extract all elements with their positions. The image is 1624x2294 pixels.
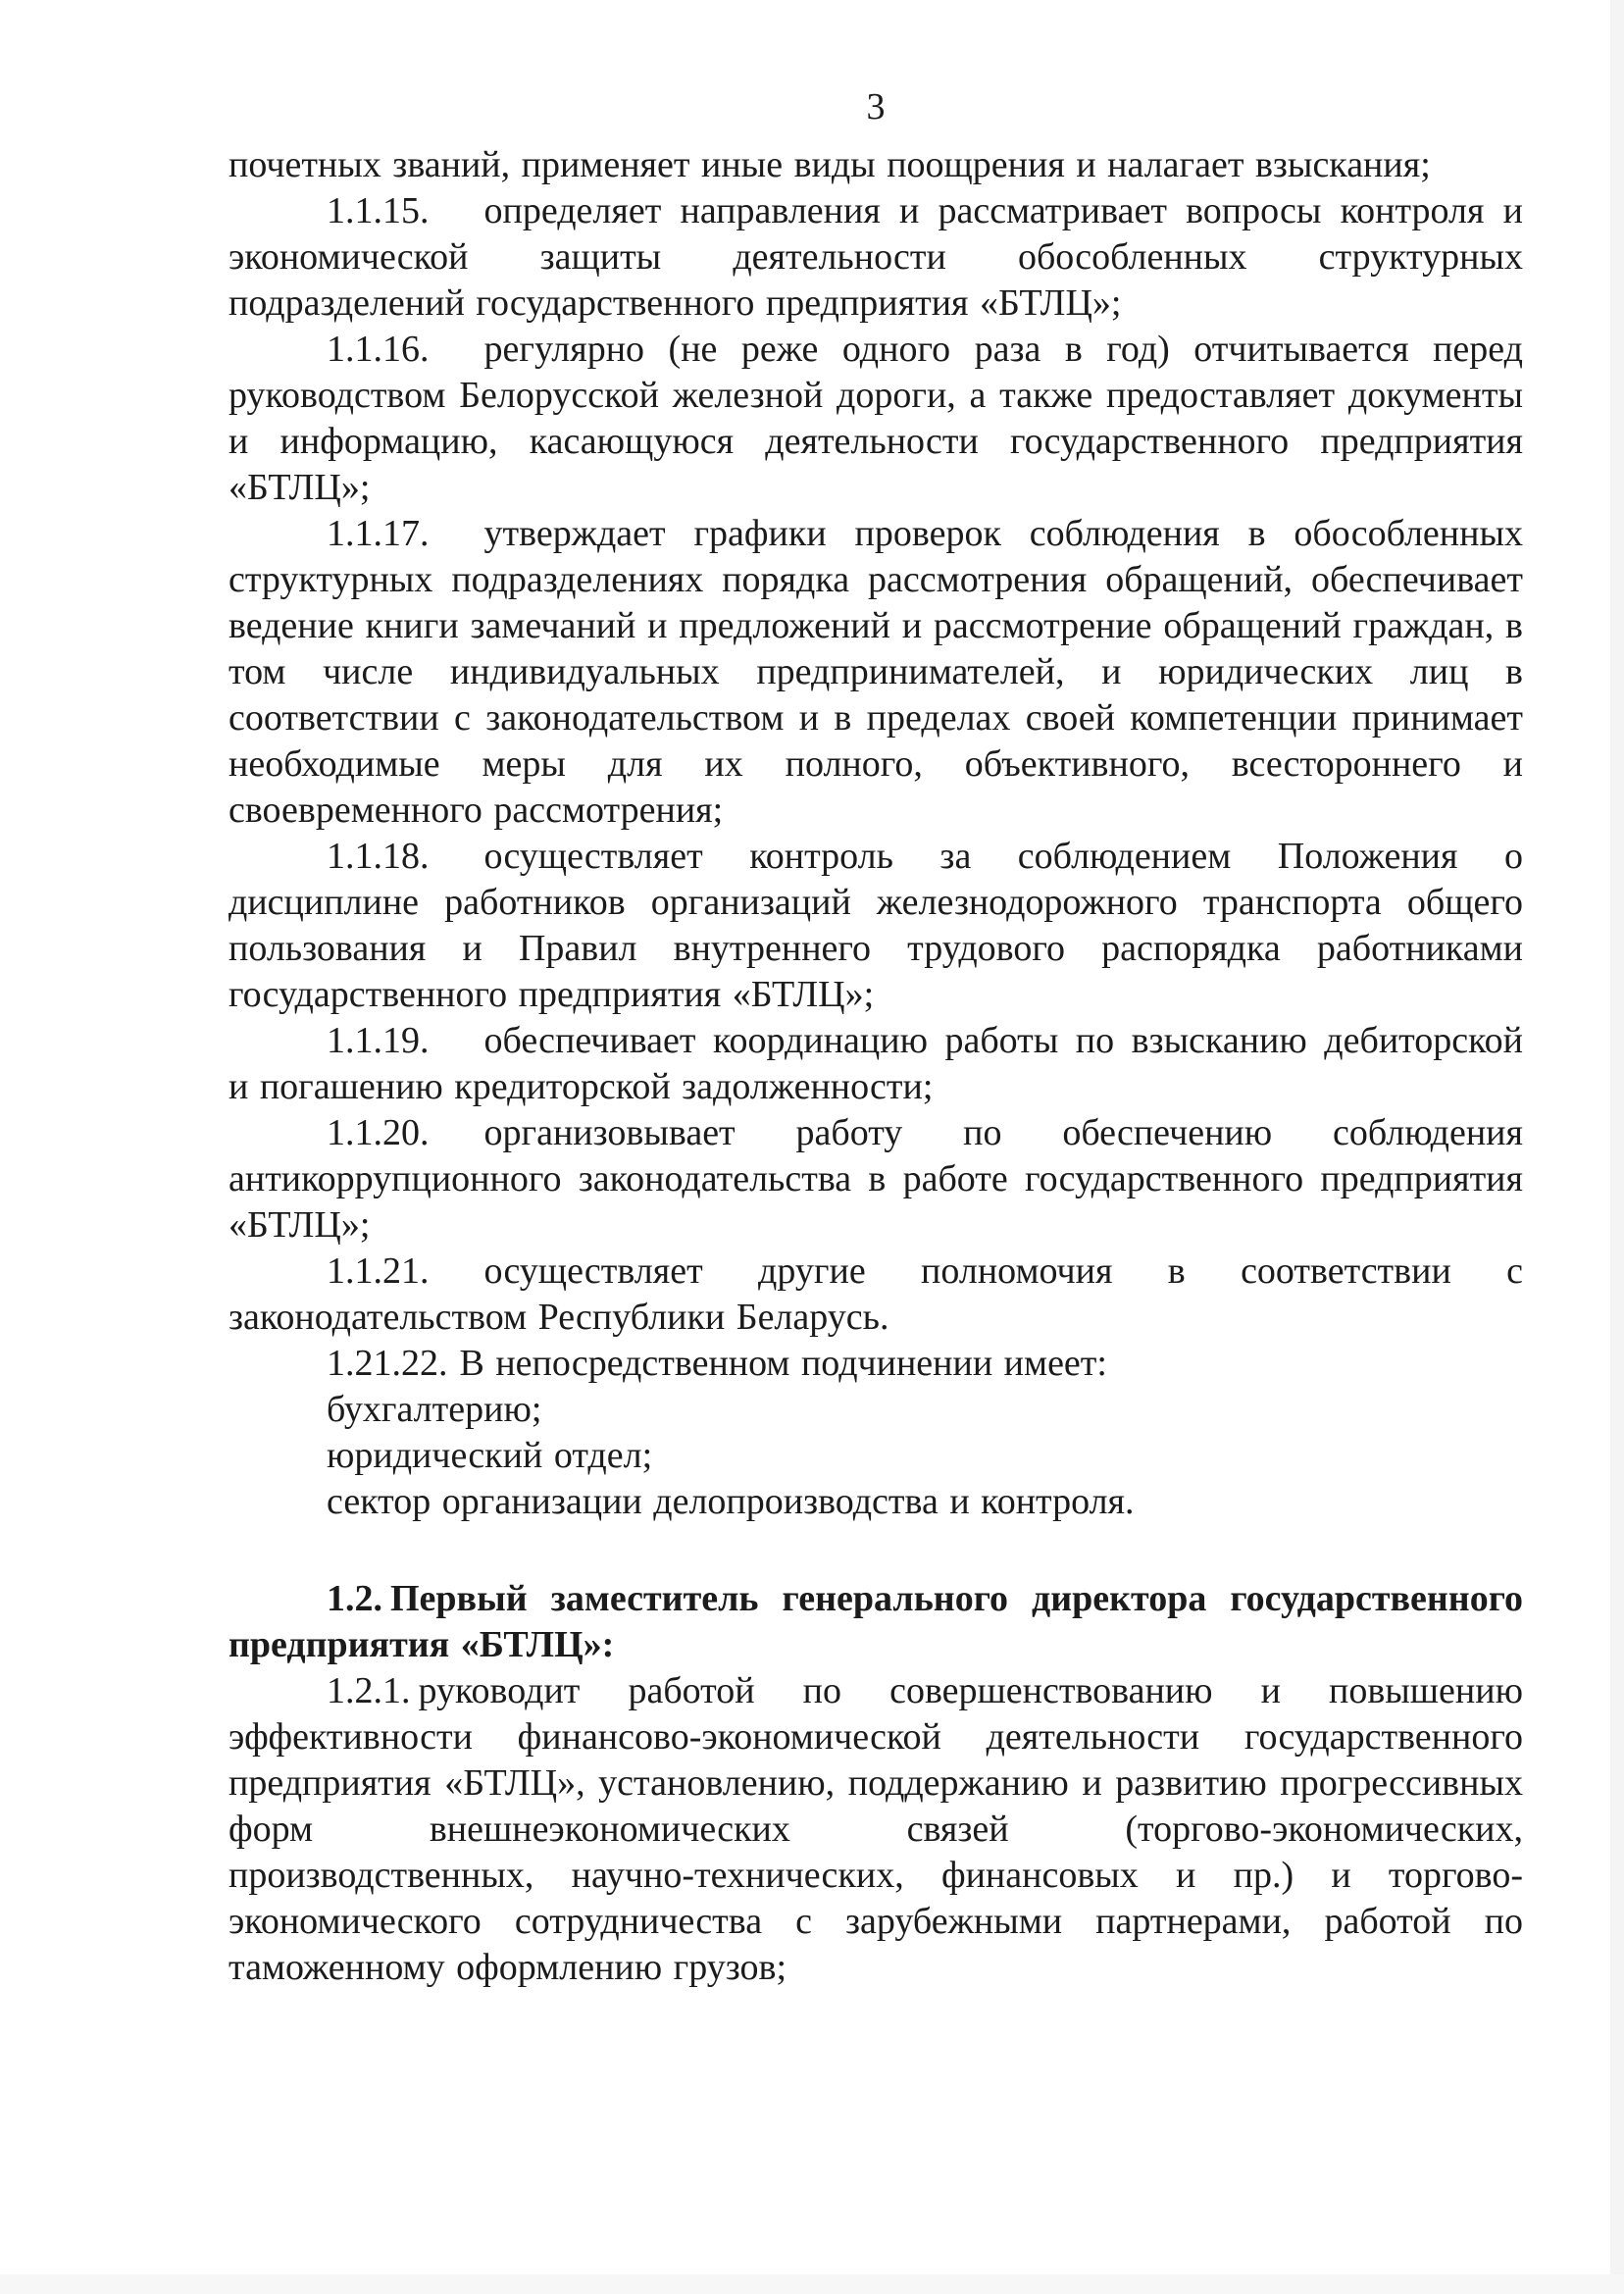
clause-number: 1.1.18. [327, 836, 430, 877]
clause-text: организовывает работу по обеспечению соблюдения антикоррупционного законодательства в работе государственного предприятия «БТЛЦ»; [228, 1112, 1523, 1246]
clause-number: 1.1.20. [327, 1112, 430, 1153]
clause-1-21-22 [228, 1341, 1523, 1387]
clause-text: почетных званий, применяет иные виды поощрения и налагает взыскания; [228, 144, 1431, 185]
scan-edge-bottom [0, 2274, 1624, 2294]
text-block [228, 84, 1523, 1991]
clause-1-1-19 [228, 1018, 1523, 1110]
scan-edge-right [1610, 0, 1624, 2294]
subordination-item-legal [228, 1433, 1523, 1479]
clause-number: 1.1.21. [327, 1250, 430, 1292]
clause-text: регулярно (не реже одного раза в год) отчитывается перед руководством Белорусской железной дороги, а также предоставляет документы и информацию, касающуюся деятельности государственного предприятия «БТЛЦ»; [228, 329, 1523, 508]
paragraph-continuation [228, 142, 1523, 188]
section-heading-1-2 [228, 1576, 1523, 1668]
clause-1-1-15 [228, 188, 1523, 327]
section-title-text: Первый заместитель генерального директора государственного предприятия «БТЛЦ»: [228, 1578, 1523, 1665]
subordination-item-records [228, 1479, 1523, 1525]
clause-1-2-1 [228, 1668, 1523, 1991]
clause-number: 1.1.17. [327, 513, 430, 554]
list-item-text: юридический отдел; [327, 1435, 653, 1476]
clause-number: 1.21.22. [327, 1343, 448, 1384]
clause-text: определяет направления и рассматривает вопросы контроля и экономической защиты деятельности обособленных структурных подразделений государственного предприятия «БТЛЦ»; [228, 190, 1523, 324]
clause-1-1-20 [228, 1110, 1523, 1249]
clause-1-1-18 [228, 834, 1523, 1018]
clause-1-1-21 [228, 1249, 1523, 1341]
clause-text: В непосредственном подчинении имеет: [459, 1343, 1107, 1384]
page-number: 3 [866, 86, 886, 127]
clause-number: 1.2.1. [327, 1670, 411, 1711]
clause-text: осуществляет контроль за соблюдением Положения о дисциплине работников организаций железнодорожного транспорта общего пользования и Правил внутреннего трудового распорядка работниками государственного предприятия «БТЛЦ»; [228, 836, 1523, 1015]
section-number: 1.2. [327, 1578, 382, 1619]
clause-text: осуществляет другие полномочия в соответствии с законодательством Республики Беларусь. [228, 1250, 1523, 1338]
subordination-item-accounting [228, 1387, 1523, 1433]
clause-number: 1.1.15. [327, 190, 430, 231]
clause-1-1-17 [228, 511, 1523, 834]
clause-number: 1.1.16. [327, 329, 430, 370]
list-item-text: сектор организации делопроизводства и контроля. [327, 1481, 1135, 1522]
clause-text: утверждает графики проверок соблюдения в обособленных структурных подразделениях порядка рассмотрения обращений, обеспечивает ведение книги замечаний и предложений и рассмотрение обращений граждан, в том числе индивидуальных предпринимателей, и юридических лиц в соответствии с законодательством и в пределах своей компетенции принимает необходимые меры для их полного, объективного, всестороннего и своевременного рассмотрения; [228, 513, 1523, 831]
clause-text: обеспечивает координацию работы по взысканию дебиторской и погашению кредиторской задолженности; [228, 1020, 1523, 1107]
clause-text: руководит работой по совершенствованию и повышению эффективности финансово-экономической деятельности государственного предприятия «БТЛЦ», установлению, поддержанию и развитию прогрессивных форм внешнеэкономических связей (торгово-экономических, производственных, научно-технических, финансовых и пр.) и торгово-экономического сотрудничества с зарубежными партнерами, работой по таможенному оформлению грузов; [228, 1670, 1523, 1988]
clause-number: 1.1.19. [327, 1020, 430, 1061]
list-item-text: бухгалтерию; [327, 1389, 542, 1430]
clause-1-1-16 [228, 327, 1523, 511]
